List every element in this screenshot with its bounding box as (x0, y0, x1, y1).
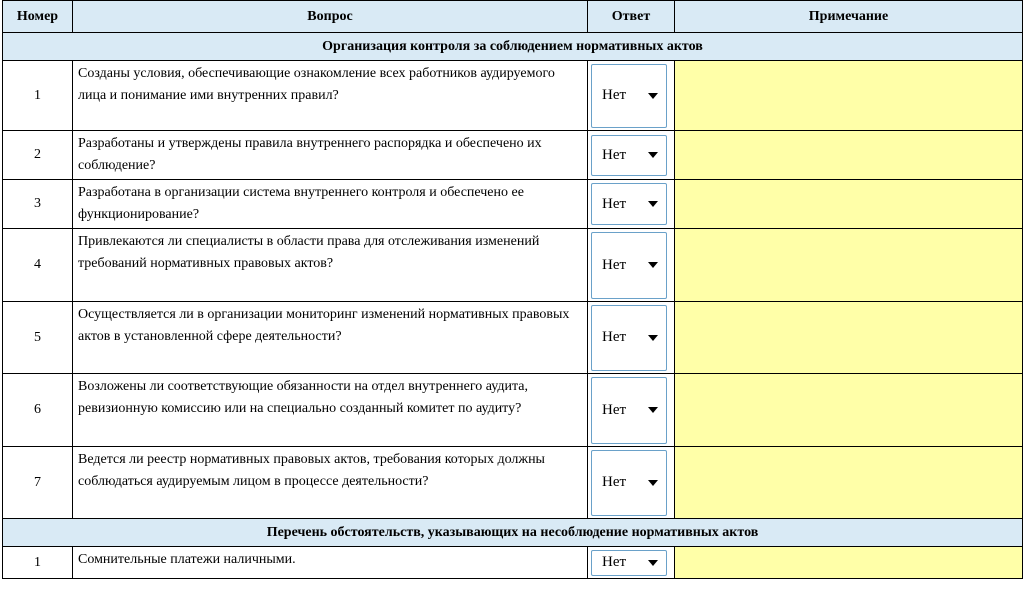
chevron-down-icon (648, 262, 658, 268)
answer-select[interactable] (591, 183, 667, 225)
chevron-down-icon (648, 480, 658, 486)
question-text: Привлекаются ли специалисты в области права для отслеживания изменений требований нормативных правовых актов? (73, 229, 588, 302)
answer-cell (588, 229, 675, 302)
row-number: 1 (3, 61, 73, 131)
answer-select[interactable] (591, 64, 667, 128)
chevron-down-icon (648, 335, 658, 341)
row-number: 2 (3, 131, 73, 180)
table-row (3, 61, 1023, 131)
answer-value: Нет (602, 146, 627, 163)
note-field[interactable] (675, 61, 1023, 131)
answer-cell (588, 547, 675, 579)
question-text: Сомнительные платежи наличными. (73, 547, 588, 579)
answer-select[interactable] (591, 232, 667, 299)
audit-checklist-table (2, 0, 1023, 579)
answer-select[interactable] (591, 305, 667, 371)
header-note: Примечание (675, 1, 1023, 33)
answer-select[interactable] (591, 377, 667, 444)
answer-cell (588, 302, 675, 374)
table-row (3, 447, 1023, 519)
answer-value: Нет (602, 329, 627, 345)
section-row (3, 33, 1023, 61)
table-row (3, 547, 1023, 579)
row-number: 5 (3, 302, 73, 374)
question-text: Ведется ли реестр нормативных правовых актов, требования которых должны соблюдаться аудируемым лицом в процессе деятельности? (73, 447, 588, 519)
row-number: 1 (3, 547, 73, 579)
answer-select[interactable] (591, 450, 667, 516)
note-field[interactable] (675, 302, 1023, 374)
note-field[interactable] (675, 229, 1023, 302)
section-row (3, 519, 1023, 547)
note-field[interactable] (675, 547, 1023, 579)
answer-value: Нет (602, 401, 627, 418)
chevron-down-icon (648, 407, 658, 413)
answer-cell (588, 374, 675, 447)
answer-cell (588, 180, 675, 229)
header-answer: Ответ (588, 1, 675, 33)
question-text: Осуществляется ли в организации мониторинг изменений нормативных правовых актов в установленной сфере деятельности? (73, 302, 588, 374)
note-field[interactable] (675, 447, 1023, 519)
chevron-down-icon (648, 93, 658, 99)
table-row (3, 180, 1023, 229)
table-row (3, 229, 1023, 302)
answer-value: Нет (602, 256, 627, 273)
row-number: 3 (3, 180, 73, 229)
answer-value: Нет (602, 195, 627, 212)
note-field[interactable] (675, 374, 1023, 447)
question-text: Возложены ли соответствующие обязанности на отдел внутреннего аудита, ревизионную комиссию или на специально созданный комитет по аудиту? (73, 374, 588, 447)
table-row (3, 302, 1023, 374)
row-number: 6 (3, 374, 73, 447)
answer-value: Нет (602, 474, 627, 490)
row-number: 4 (3, 229, 73, 302)
answer-value: Нет (602, 554, 627, 570)
answer-select[interactable] (591, 550, 667, 576)
note-field[interactable] (675, 131, 1023, 180)
header-row (3, 1, 1023, 33)
answer-cell (588, 447, 675, 519)
question-text: Разработаны и утверждены правила внутреннего распорядка и обеспечено их соблюдение? (73, 131, 588, 180)
table-row (3, 374, 1023, 447)
question-text: Разработана в организации система внутреннего контроля и обеспечено ее функционирование? (73, 180, 588, 229)
section-title: Перечень обстоятельств, указывающих на несоблюдение нормативных актов (3, 519, 1023, 547)
header-num: Номер (3, 1, 73, 33)
header-question: Вопрос (73, 1, 588, 33)
row-number: 7 (3, 447, 73, 519)
chevron-down-icon (648, 560, 658, 566)
table-row (3, 131, 1023, 180)
chevron-down-icon (648, 201, 658, 207)
section-title: Организация контроля за соблюдением нормативных актов (3, 33, 1023, 61)
question-text: Созданы условия, обеспечивающие ознакомление всех работников аудируемого лица и понимание ими внутренних правил? (73, 61, 588, 131)
answer-cell (588, 61, 675, 131)
answer-value: Нет (602, 87, 627, 103)
chevron-down-icon (648, 152, 658, 158)
note-field[interactable] (675, 180, 1023, 229)
answer-select[interactable] (591, 135, 667, 176)
answer-cell (588, 131, 675, 180)
